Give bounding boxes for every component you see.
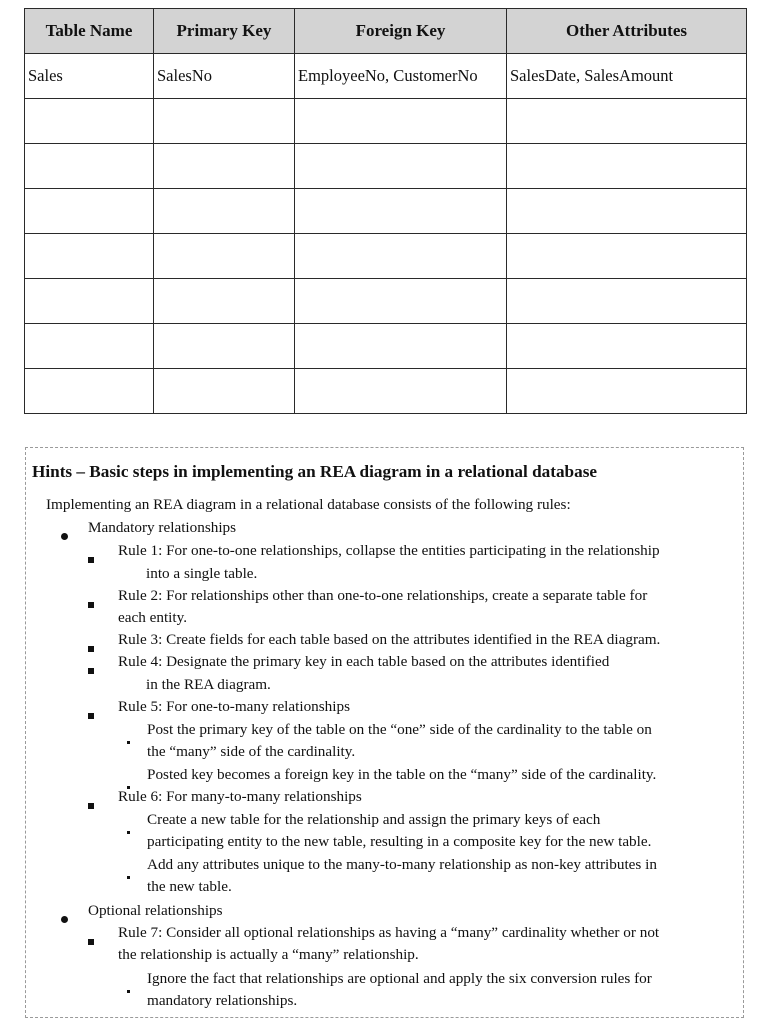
header-primary-key: Primary Key bbox=[154, 9, 295, 54]
square-bullet-icon bbox=[88, 637, 94, 660]
table-row bbox=[25, 234, 747, 279]
rule-7-sub-1-line-2: mandatory relationships. bbox=[147, 992, 298, 1009]
cell-table-name[interactable] bbox=[25, 279, 154, 324]
rule-6-sub-2-line-2: the new table. bbox=[147, 878, 232, 895]
square-bullet-icon bbox=[88, 548, 94, 571]
rule-5-heading: Rule 5: For one-to-many relationships bbox=[118, 698, 350, 715]
cell-table-name[interactable] bbox=[25, 234, 154, 279]
square-bullet-icon bbox=[88, 593, 94, 616]
hints-box bbox=[25, 447, 744, 1018]
cell-primary-key[interactable]: SalesNo bbox=[154, 54, 295, 99]
cell-foreign-key[interactable] bbox=[295, 189, 507, 234]
cell-table-name[interactable] bbox=[25, 99, 154, 144]
rule-1-line-2: into a single table. bbox=[146, 565, 258, 582]
cell-primary-key[interactable] bbox=[154, 279, 295, 324]
square-bullet-icon bbox=[88, 704, 94, 727]
rule-1-line-1: Rule 1: For one-to-one relationships, collapse the entities participating in the relationship bbox=[118, 542, 660, 559]
cell-table-name[interactable]: Sales bbox=[25, 54, 154, 99]
cell-foreign-key[interactable] bbox=[295, 99, 507, 144]
rule-7-line-1: Rule 7: Consider all optional relationships as having a “many” cardinality whether or not bbox=[118, 924, 660, 941]
rule-5-sub-1-line-2: the “many” side of the cardinality. bbox=[147, 743, 356, 760]
rule-5-sub-1-line-1: Post the primary key of the table on the “one” side of the cardinality to the table on bbox=[147, 721, 652, 738]
cell-other-attributes[interactable] bbox=[507, 279, 747, 324]
cell-table-name[interactable] bbox=[25, 189, 154, 234]
rule-6-sub-1-line-2: participating entity to the new table, resulting in a composite key for the new table. bbox=[147, 833, 652, 850]
round-bullet-icon bbox=[61, 525, 68, 548]
small-bullet-icon bbox=[127, 864, 130, 887]
cell-foreign-key[interactable] bbox=[295, 279, 507, 324]
rule-3: Rule 3: Create fields for each table based on the attributes identified in the REA diagram. bbox=[118, 631, 661, 648]
small-bullet-icon bbox=[127, 819, 130, 842]
cell-primary-key[interactable] bbox=[154, 99, 295, 144]
rule-6-sub-1-line-1: Create a new table for the relationship and assign the primary keys of each bbox=[147, 811, 601, 828]
cell-table-name[interactable] bbox=[25, 324, 154, 369]
cell-primary-key[interactable] bbox=[154, 234, 295, 279]
header-foreign-key: Foreign Key bbox=[295, 9, 507, 54]
rule-2-line-2: each entity. bbox=[118, 609, 188, 626]
cell-other-attributes[interactable] bbox=[507, 324, 747, 369]
cell-other-attributes[interactable] bbox=[507, 99, 747, 144]
cell-foreign-key[interactable]: EmployeeNo, CustomerNo bbox=[295, 54, 507, 99]
cell-primary-key[interactable] bbox=[154, 189, 295, 234]
cell-other-attributes[interactable] bbox=[507, 144, 747, 189]
rea-conversion-table bbox=[24, 8, 747, 414]
cell-primary-key[interactable] bbox=[154, 144, 295, 189]
rule-2-line-1: Rule 2: For relationships other than one-to-one relationships, create a separate table for bbox=[118, 587, 648, 604]
rule-6-sub-2-line-1: Add any attributes unique to the many-to-many relationship as non-key attributes in bbox=[147, 856, 657, 873]
rule-6-heading: Rule 6: For many-to-many relationships bbox=[118, 788, 362, 805]
round-bullet-icon bbox=[61, 908, 68, 931]
table-row bbox=[25, 54, 747, 99]
cell-other-attributes[interactable] bbox=[507, 234, 747, 279]
cell-other-attributes[interactable] bbox=[507, 189, 747, 234]
cell-primary-key[interactable] bbox=[154, 369, 295, 414]
small-bullet-icon bbox=[127, 729, 130, 752]
cell-primary-key[interactable] bbox=[154, 324, 295, 369]
rule-4-line-2: in the REA diagram. bbox=[146, 676, 271, 693]
cell-foreign-key[interactable] bbox=[295, 144, 507, 189]
header-other-attributes: Other Attributes bbox=[507, 9, 747, 54]
cell-other-attributes[interactable]: SalesDate, SalesAmount bbox=[507, 54, 747, 99]
rule-5-sub-2: Posted key becomes a foreign key in the table on the “many” side of the cardinality. bbox=[147, 766, 657, 783]
cell-foreign-key[interactable] bbox=[295, 234, 507, 279]
square-bullet-icon bbox=[88, 930, 94, 953]
optional-heading: Optional relationships bbox=[88, 902, 223, 919]
hints-title: Hints – Basic steps in implementing an REA diagram in a relational database bbox=[32, 462, 598, 481]
cell-other-attributes[interactable] bbox=[507, 369, 747, 414]
rule-7-sub-1-line-1: Ignore the fact that relationships are optional and apply the six conversion rules for bbox=[147, 970, 652, 987]
table-header-row bbox=[25, 9, 747, 54]
small-bullet-icon bbox=[127, 978, 130, 1001]
table-row bbox=[25, 144, 747, 189]
rule-4-line-1: Rule 4: Designate the primary key in each table based on the attributes identified bbox=[118, 653, 610, 670]
table-row bbox=[25, 189, 747, 234]
square-bullet-icon bbox=[88, 794, 94, 817]
cell-table-name[interactable] bbox=[25, 144, 154, 189]
cell-table-name[interactable] bbox=[25, 369, 154, 414]
hints-intro: Implementing an REA diagram in a relational database consists of the following rules: bbox=[46, 496, 571, 513]
table-row bbox=[25, 279, 747, 324]
table-row bbox=[25, 369, 747, 414]
table-row bbox=[25, 99, 747, 144]
cell-foreign-key[interactable] bbox=[295, 324, 507, 369]
rule-7-line-2: the relationship is actually a “many” relationship. bbox=[118, 946, 419, 963]
square-bullet-icon bbox=[88, 659, 94, 682]
header-table-name: Table Name bbox=[25, 9, 154, 54]
table-row bbox=[25, 324, 747, 369]
mandatory-heading: Mandatory relationships bbox=[88, 519, 237, 536]
cell-foreign-key[interactable] bbox=[295, 369, 507, 414]
